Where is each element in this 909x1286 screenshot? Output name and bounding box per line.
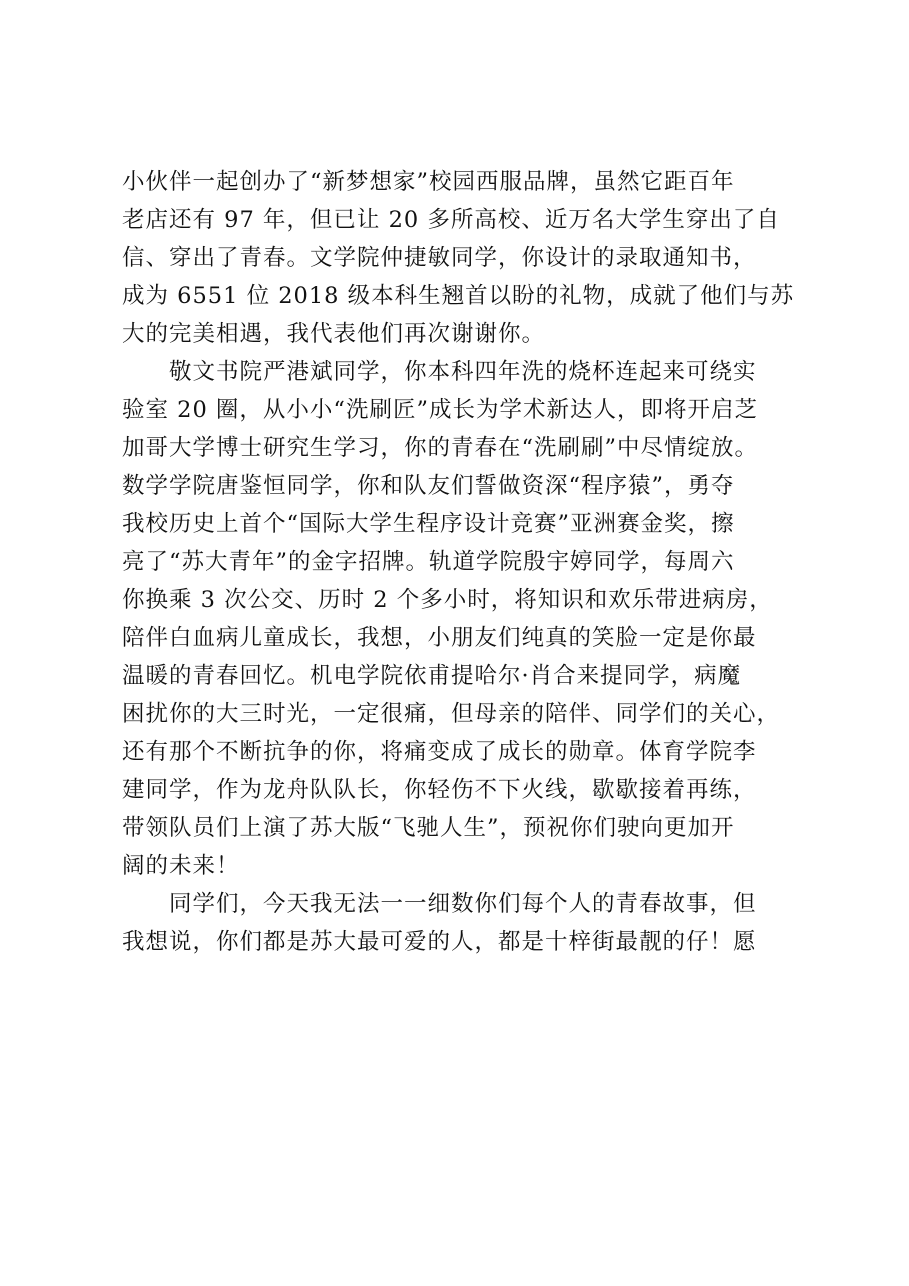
- text-line: 建同学，作为龙舟队队长，你轻伤不下火线，歇歇接着再练，: [122, 777, 757, 803]
- text-line: 我想说，你们都是苏大最可爱的人，都是十梓街最靓的仔！愿: [122, 929, 757, 955]
- text-line: 我校历史上首个“国际大学生程序设计竞赛”亚洲赛金奖，擦: [122, 511, 735, 537]
- text-line: 成为 6551 位 2018 级本科生翘首以盼的礼物，成就了他们与苏: [122, 283, 795, 309]
- text-line: 小伙伴一起创办了“新梦想家”校园西服品牌，虽然它距百年: [122, 169, 735, 195]
- text-line: 阔的未来！: [122, 853, 240, 879]
- text-line: 亮了“苏大青年”的金字招牌。轨道学院殷宇婷同学，每周六: [122, 549, 735, 575]
- paragraph-first-line: 敬文书院严港斌同学，你本科四年洗的烧杯连起来可绕实: [169, 359, 757, 385]
- paragraph-first-line: 同学们，今天我无法一一细数你们每个人的青春故事，但: [169, 891, 757, 917]
- text-line: 温暖的青春回忆。机电学院依甫提哈尔·肖合来提同学，病魔: [122, 663, 742, 689]
- text-line: 加哥大学博士研究生学习，你的青春在“洗刷刷”中尽情绽放。: [122, 435, 759, 461]
- text-line: 你换乘 3 次公交、历时 2 个多小时，将知识和欢乐带进病房，: [122, 587, 773, 613]
- text-line: 还有那个不断抗争的你，将痛变成了成长的勋章。体育学院李: [122, 739, 757, 765]
- text-line: 验室 20 圈，从小小“洗刷匠”成长为学术新达人，即将开启芝: [122, 397, 758, 423]
- text-line: 带领队员们上演了苏大版“飞驰人生”，预祝你们驶向更加开: [122, 815, 735, 841]
- document-body: [122, 163, 822, 961]
- text-line: 信、穿出了青春。文学院仲捷敏同学，你设计的录取通知书，: [122, 245, 757, 271]
- text-line: 陪伴白血病儿童成长，我想，小朋友们纯真的笑脸一定是你最: [122, 625, 757, 651]
- text-line: 困扰你的大三时光，一定很痛，但母亲的陪伴、同学们的关心，: [122, 701, 781, 727]
- text-line: 老店还有 97 年，但已让 20 多所高校、近万名大学生穿出了自: [122, 207, 780, 233]
- text-line: 大的完美相遇，我代表他们再次谢谢你。: [122, 321, 546, 347]
- text-line: 数学学院唐鉴恒同学，你和队友们誓做资深“程序猿”，勇夺: [122, 473, 735, 499]
